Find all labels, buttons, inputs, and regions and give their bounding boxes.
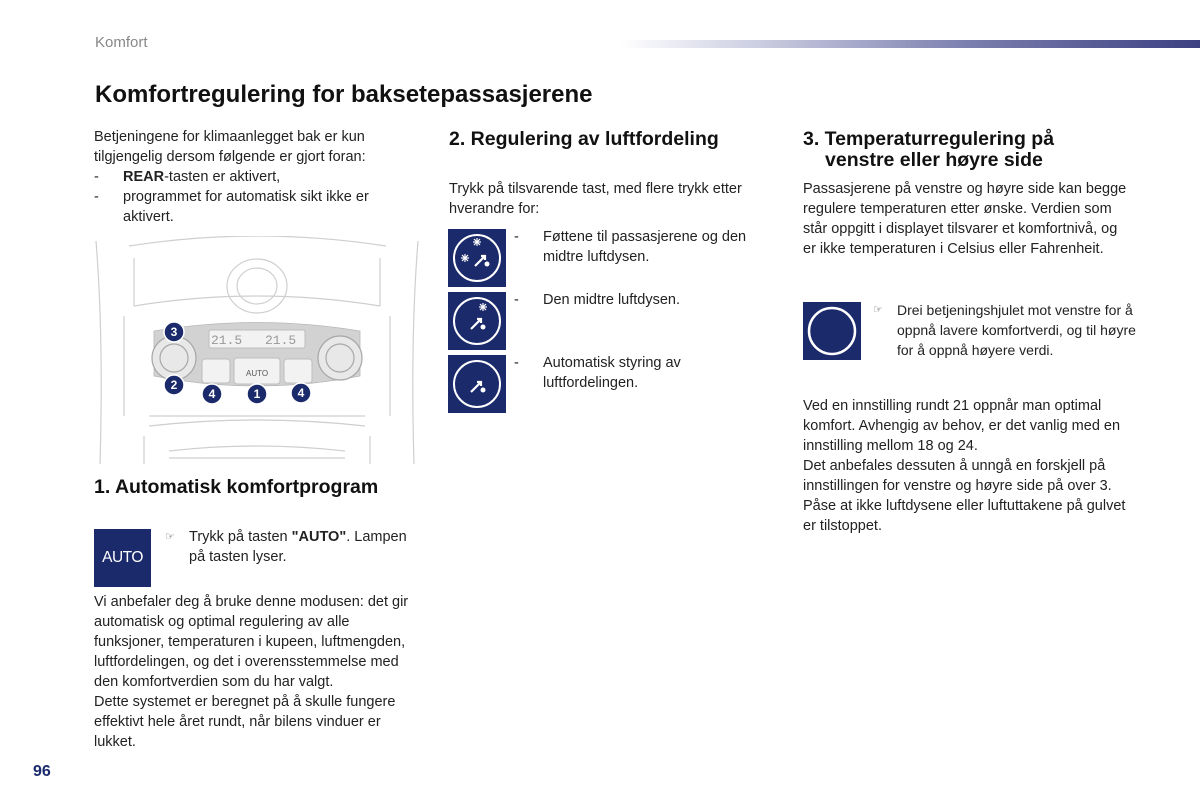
control-panel-illustration	[94, 236, 420, 466]
bullet-text: programmet for automatisk sikt ikke er aktivert.	[123, 189, 369, 225]
section3-intro: Passasjerene på venstre og høyre side kan begge regulere temperaturen etter ønske. Verdien som står oppgitt i displayet tilsvarer et komfortnivå, og er ikke temperaturen i Celsius eller Fahrenheit.	[803, 181, 1127, 257]
list-item: - Føttene til passasjerene og den midtre luftdysen.	[514, 227, 774, 267]
center-vent-icon	[448, 292, 506, 350]
note-text: Trykk på tasten	[189, 529, 292, 545]
intro-block	[94, 127, 404, 227]
paragraph: Vi anbefaler deg å bruke denne modusen: det gir automatisk og optimal regulering av alle funksjoner, temperaturen i kupeen, luftmengden, luftfordelingen, og det i overensstemmelse med den komfortverdien som du har valgt.	[94, 594, 409, 690]
heading-line: 3. Temperaturregulering på	[803, 128, 1055, 150]
bullet-text: -tasten er aktivert,	[164, 169, 281, 185]
pointer-icon: ☞	[873, 304, 883, 316]
panel-auto-label: AUTO	[246, 369, 269, 378]
header-gradient-bar	[620, 40, 1200, 48]
auto-key-label: "AUTO"	[291, 529, 347, 545]
section2-item-1	[514, 227, 774, 267]
list-item: - REAR-tasten er aktivert,	[94, 169, 281, 185]
section3-body	[803, 396, 1128, 536]
section-label: Komfort	[95, 34, 148, 51]
page-number: 96	[33, 763, 51, 780]
item-text: Automatisk styring av luftfordelingen.	[543, 355, 681, 391]
section2-intro: Trykk på tilsvarende tast, med flere trykk etter hverandre for:	[449, 181, 742, 217]
section3-heading	[803, 129, 1133, 171]
item-text: Den midtre luftdysen.	[543, 292, 681, 308]
paragraph: Dette systemet er beregnet på å skulle fungere effektivt hele året rundt, når bilens vinduer er lukket.	[94, 694, 396, 750]
section2-heading: 2. Regulering av luftfordeling	[449, 128, 719, 150]
panel-display-left: 21.5	[211, 333, 243, 348]
panel-display-right: 21.5	[265, 333, 297, 348]
callout-number: 2	[170, 378, 178, 392]
section2-item-3	[514, 353, 774, 393]
section1-note	[189, 527, 424, 567]
note-text: . Lampen på tasten lyser.	[189, 529, 407, 565]
paragraph: Ved en innstilling rundt 21 oppnår man optimal komfort. Avhengig av behov, er det vanlig med en innstilling mellom 18 og 24.	[803, 398, 1121, 454]
section1-heading: 1. Automatisk komfortprogram	[94, 476, 379, 498]
section1-body	[94, 592, 419, 752]
page-title: Komfortregulering for baksetepassasjerene	[95, 81, 593, 108]
callout-number: 4	[208, 387, 216, 401]
item-text: Føttene til passasjerene og den midtre luftdysen.	[543, 229, 747, 265]
list-item: - Den midtre luftdysen.	[514, 292, 681, 308]
heading-line: venstre eller høyre side	[825, 149, 1043, 171]
section3-note: Drei betjeningshjulet mot venstre for å oppnå lavere komfortverdi, og til høyre for å oppnå høyere verdi.	[897, 302, 1136, 358]
intro-bullets	[94, 167, 404, 227]
feet-and-center-vent-icon	[448, 229, 506, 287]
intro-text: Betjeningene for klimaanlegget bak er kun tilgjengelig dersom følgende er gjort foran:	[94, 129, 366, 165]
list-item: - programmet for automatisk sikt ikke er aktivert.	[94, 187, 404, 227]
temperature-dial-icon	[803, 302, 861, 360]
section2-item-2	[514, 290, 774, 310]
callout-number: 1	[253, 387, 261, 401]
paragraph: Påse at ikke luftdysene eller luftuttakene på gulvet er tilstoppet.	[803, 498, 1126, 534]
pointer-icon: ☞	[165, 531, 175, 543]
callout-number: 3	[170, 325, 178, 339]
list-item: - Automatisk styring av luftfordelingen.	[514, 353, 774, 393]
auto-distribution-icon	[448, 355, 506, 413]
callout-number: 4	[297, 386, 305, 400]
rear-key-label: REAR	[123, 169, 165, 185]
auto-button-icon: AUTO	[94, 529, 151, 587]
paragraph: Det anbefales dessuten å unngå en forskjell på innstillingen for venstre og høyre side på over 3.	[803, 458, 1112, 494]
